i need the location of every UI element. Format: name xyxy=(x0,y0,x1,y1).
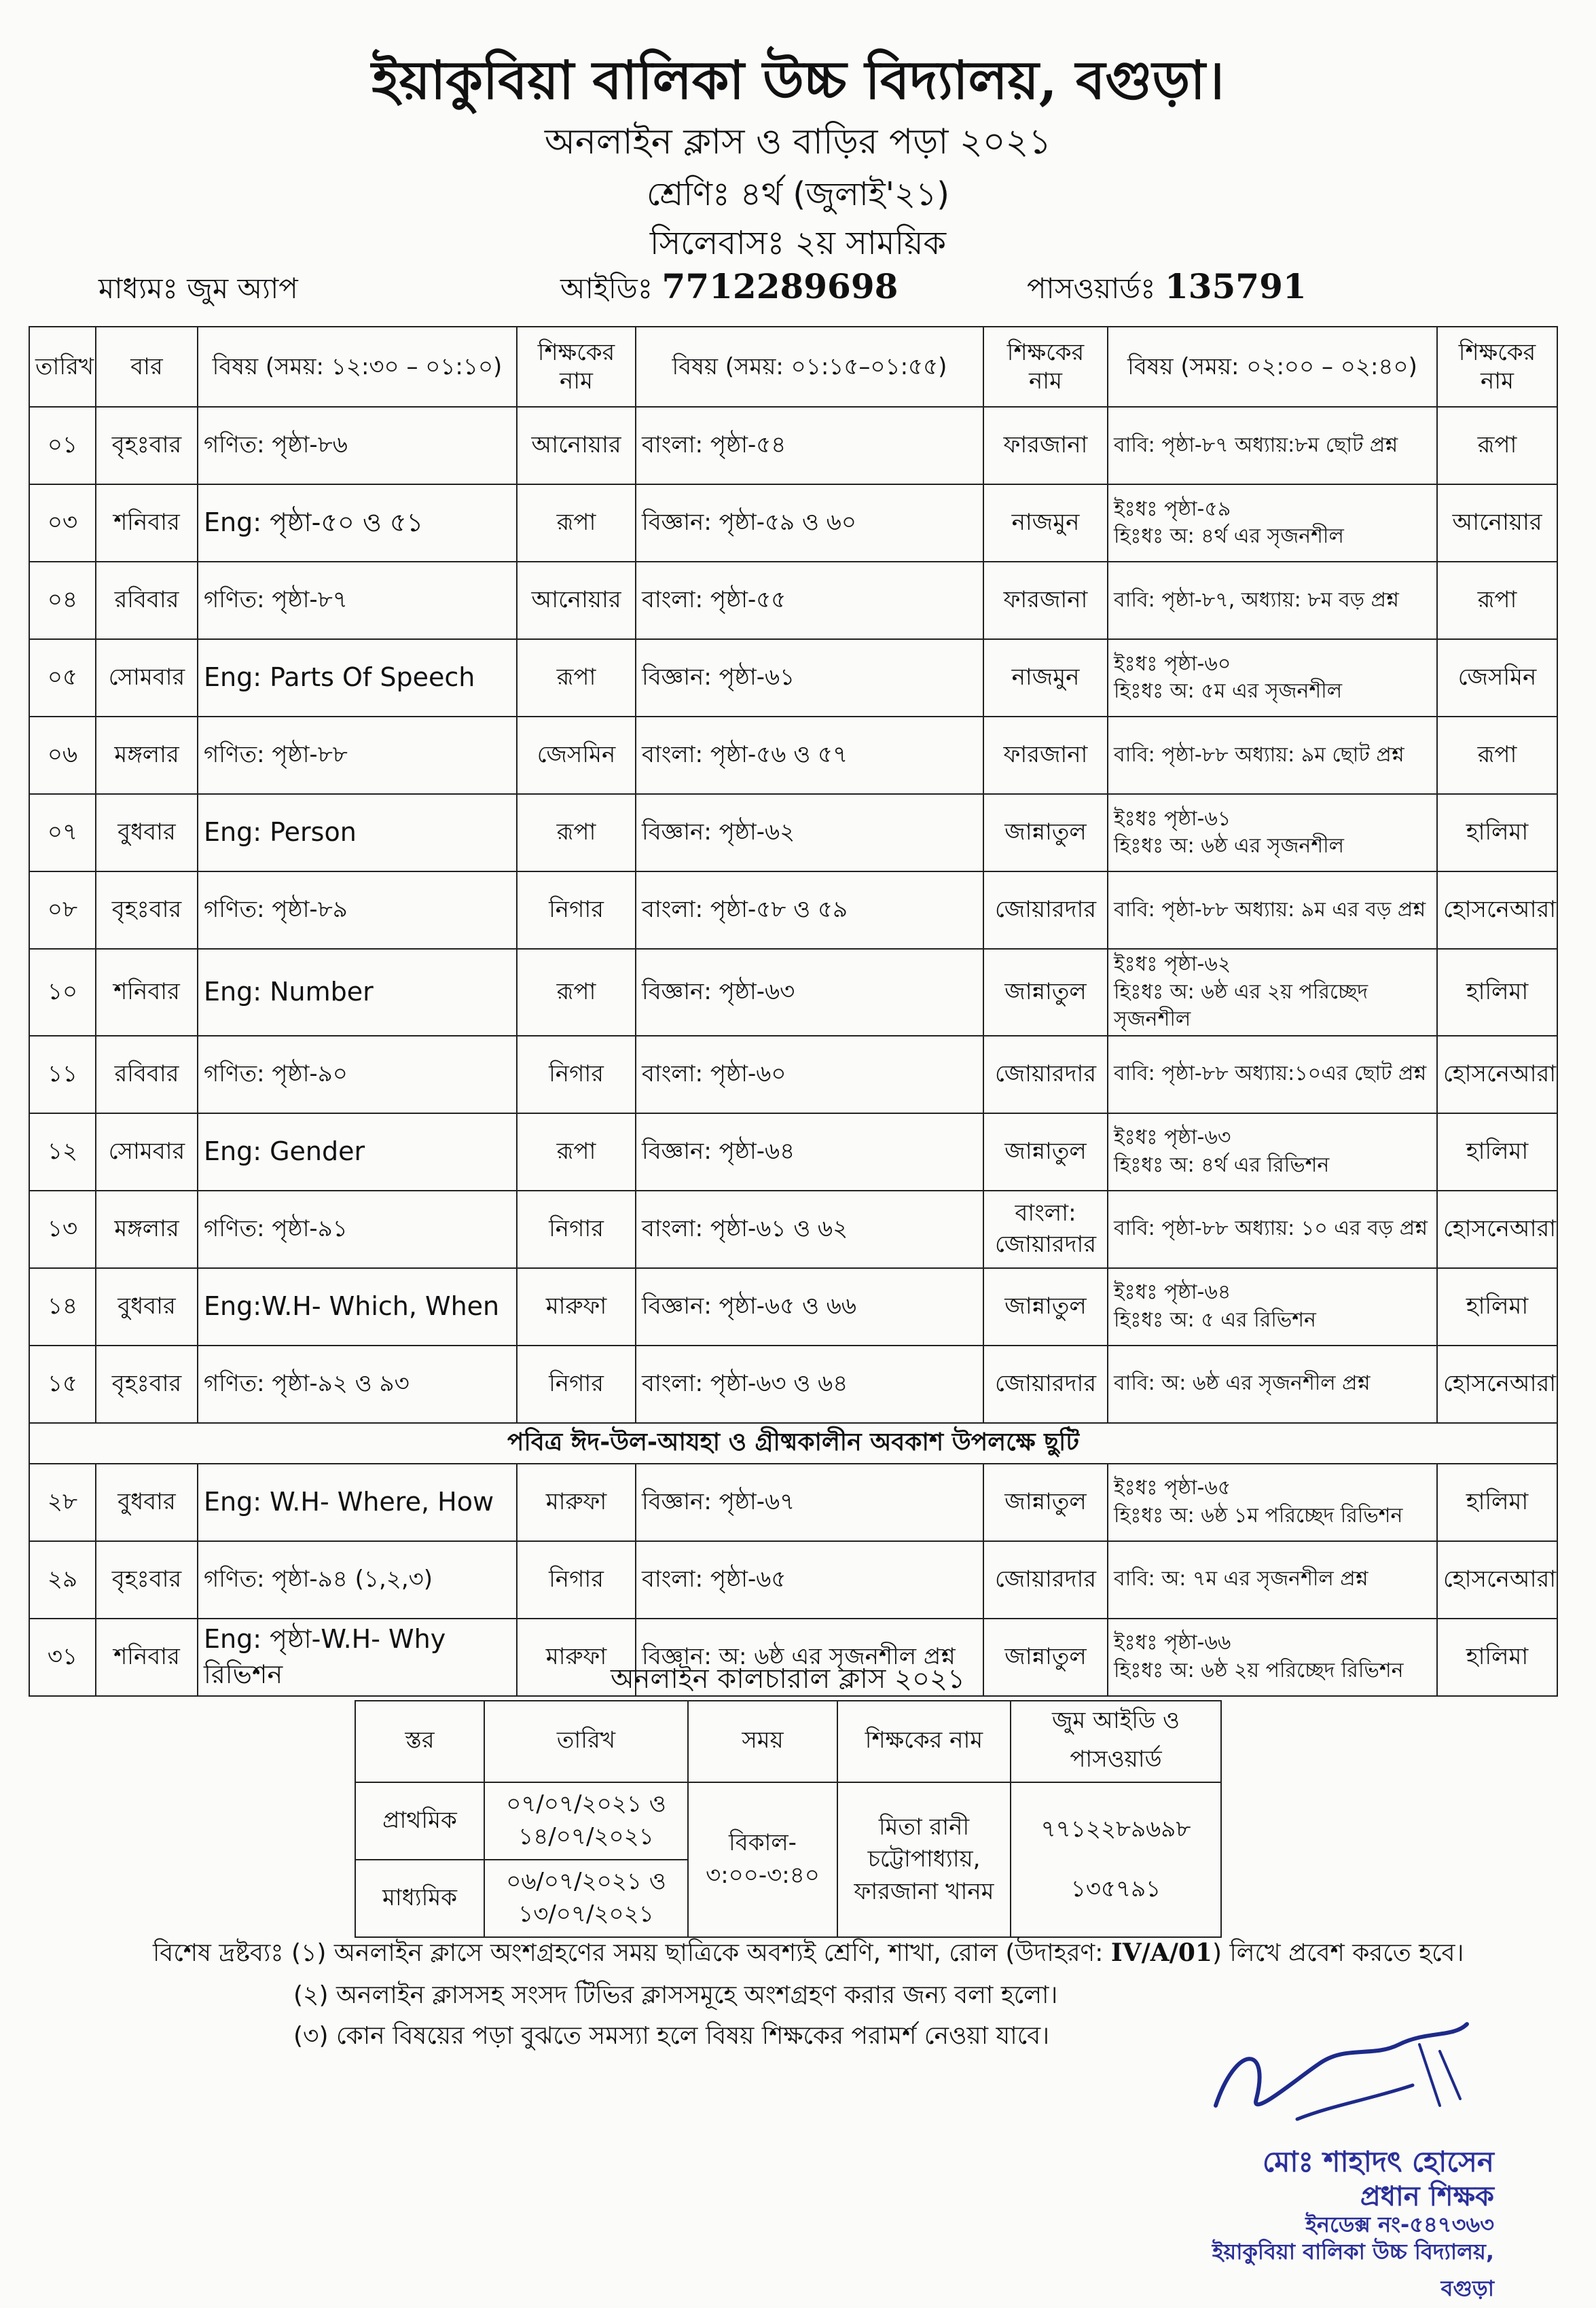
subject-3-line-1: ইঃধঃ পৃষ্ঠা-৬৩ xyxy=(1114,1125,1231,1149)
cell-teacher-3: হালিমা xyxy=(1437,949,1557,1036)
cell-teacher-2: নাজমুন xyxy=(983,484,1108,562)
cultural-teacher: মিতা রানী চট্টোপাধ্যায়, ফারজানা খানম xyxy=(837,1782,1011,1937)
note-3: (৩) কোন বিষয়ের পড়া বুঝতে সমস্যা হলে বিষয় শিক্ষকের পরামর্শ নেওয়া যাবে। xyxy=(293,2022,1050,2050)
handwritten-signature xyxy=(1195,2004,1481,2140)
seal-designation: প্রধান শিক্ষক xyxy=(1360,2181,1494,2212)
subject-3-line-1: ইঃধঃ পৃষ্ঠা-৬১ xyxy=(1114,806,1231,831)
cultural-time: বিকাল- ৩:০০-৩:৪০ xyxy=(688,1782,837,1937)
cell-teacher-3: জেসমিন xyxy=(1437,639,1557,717)
cell-date: ১৫ xyxy=(29,1346,96,1423)
cell-day: রবিবার xyxy=(96,1036,198,1113)
header-date: তারিখ xyxy=(29,327,96,407)
cell-teacher-3: হালিমা xyxy=(1437,1268,1557,1346)
header-subject-1: বিষয় (সময়: ১২:৩০ – ০১:১০) xyxy=(198,327,517,407)
table-row xyxy=(29,1036,1557,1113)
cell-subject-3 xyxy=(1108,639,1437,717)
cell-teacher-3: হোসনেআরা xyxy=(1437,1191,1557,1268)
cell-day: বৃহঃবার xyxy=(96,1541,198,1619)
cell-day: মঙ্গলার xyxy=(96,1191,198,1268)
subject-3-line-2: হিঃধঃ অ: ৫ এর রিভিশন xyxy=(1114,1308,1316,1332)
subject-3-line-1: বাবি: অ: ৬ষ্ঠ এর সৃজনশীল প্রশ্ন xyxy=(1114,1371,1371,1396)
cell-subject-1: Eng: Parts Of Speech xyxy=(198,639,517,717)
cell-day: শনিবার xyxy=(96,484,198,562)
subject-3-line-1: ইঃধঃ পৃষ্ঠা-৬৬ xyxy=(1114,1631,1231,1655)
cell-subject-3 xyxy=(1108,1346,1437,1423)
cell-subject-2: বাংলা: পৃষ্ঠা-৫৫ xyxy=(636,562,983,639)
subject-3-line-2: হিঃধঃ অ: ৬ষ্ঠ ২য় পরিচ্ছেদ রিভিশন xyxy=(1114,1658,1404,1682)
note-2: (২) অনলাইন ক্লাসসহ সংসদ টিভির ক্লাসসমূহে অংশগ্রহণ করার জন্য বলা হলো। xyxy=(293,1981,1058,2009)
table-row xyxy=(29,794,1557,871)
header-teacher-3: শিক্ষকের নাম xyxy=(1437,327,1557,407)
subject-3-line-2: হিঃধঃ অ: ৬ষ্ঠ ১ম পরিচ্ছেদ রিভিশন xyxy=(1114,1503,1403,1528)
medium-label: মাধ্যমঃ জুম অ্যাপ xyxy=(98,272,298,305)
cell-subject-2: বাংলা: পৃষ্ঠা-৬৩ ও ৬৪ xyxy=(636,1346,983,1423)
table-row xyxy=(29,639,1557,717)
class-line: শ্রেণিঃ ৪র্থ (জুলাই'২১) xyxy=(646,175,950,213)
cell-teacher-1: রূপা xyxy=(517,949,636,1036)
cell-teacher-2: জোয়ারদার xyxy=(983,1036,1108,1113)
cell-subject-1: Eng: Gender xyxy=(198,1113,517,1191)
cell-teacher-1: নিগার xyxy=(517,871,636,949)
cell-date: ২৮ xyxy=(29,1464,96,1541)
cell-teacher-3: হালিমা xyxy=(1437,1113,1557,1191)
subject-3-line-2: হিঃধঃ অ: ৬ষ্ঠ এর ২য় পরিচ্ছেদ সৃজনশীল xyxy=(1114,979,1368,1031)
cell-subject-3 xyxy=(1108,1464,1437,1541)
cell-subject-3 xyxy=(1108,1268,1437,1346)
cell-date: ০১ xyxy=(29,407,96,484)
cell-subject-2: বিজ্ঞান: পৃষ্ঠা-৫৯ ও ৬০ xyxy=(636,484,983,562)
cell-teacher-2: জান্নাতুল xyxy=(983,1113,1108,1191)
cell-day: বুধবার xyxy=(96,1464,198,1541)
cell-teacher-1: নিগার xyxy=(517,1036,636,1113)
cell-date: ১১ xyxy=(29,1036,96,1113)
header-subject-2: বিষয় (সময়: ০১:১৫–০১:৫৫) xyxy=(636,327,983,407)
cultural-zoom-password: ১৩৫৭৯১ xyxy=(1070,1875,1161,1903)
cell-day: মঙ্গলার xyxy=(96,717,198,794)
zoom-id: আইডিঃ 7712289698 xyxy=(560,266,899,306)
cell-teacher-3: হালিমা xyxy=(1437,1464,1557,1541)
cell-subject-1: গণিত: পৃষ্ঠা-৯১ xyxy=(198,1191,517,1268)
cell-subject-3 xyxy=(1108,407,1437,484)
cell-date: ০৭ xyxy=(29,794,96,871)
seal-name: মোঃ শাহাদৎ হোসেন xyxy=(1263,2145,1494,2178)
cultural-header-row xyxy=(355,1701,1221,1782)
subject-3-line-1: বাবি: পৃষ্ঠা-৮৮ অধ্যায়:১০এর ছোট প্রশ্ন xyxy=(1114,1062,1427,1086)
cultural-zoom-id: ৭৭১২২৮৯৬৯৮ xyxy=(1040,1816,1191,1843)
subject-3-line-2: হিঃধঃ অ: ৪র্থ এর সৃজনশীল xyxy=(1114,524,1344,548)
subject-3-line-2: হিঃধঃ অ: ৫ম এর সৃজনশীল xyxy=(1114,679,1343,703)
syllabus-line: সিলেবাসঃ ২য় সাময়িক xyxy=(649,224,947,262)
routine-table xyxy=(29,326,1558,1697)
cell-day: শনিবার xyxy=(96,949,198,1036)
table-row xyxy=(29,871,1557,949)
cultural-header-date: তারিখ xyxy=(484,1701,688,1782)
table-row xyxy=(29,1346,1557,1423)
cell-subject-3 xyxy=(1108,562,1437,639)
cultural-header-time: সময় xyxy=(688,1701,837,1782)
cell-subject-1: Eng: Person xyxy=(198,794,517,871)
cell-date: ০৬ xyxy=(29,717,96,794)
cell-subject-3 xyxy=(1108,794,1437,871)
cultural-header-teacher: শিক্ষকের নাম xyxy=(837,1701,1011,1782)
table-row xyxy=(29,407,1557,484)
subject-3-line-1: বাবি: পৃষ্ঠা-৮৮ অধ্যায়: ১০ এর বড় প্রশ্ন xyxy=(1114,1216,1428,1241)
cell-date: ১৪ xyxy=(29,1268,96,1346)
header-subject-3: বিষয় (সময়: ০২:০০ – ০২:৪০) xyxy=(1108,327,1437,407)
cultural-level-secondary: মাধ্যমিক xyxy=(355,1860,484,1937)
cell-teacher-2: জান্নাতুল xyxy=(983,1619,1108,1696)
cell-subject-2: বিজ্ঞান: পৃষ্ঠা-৬১ xyxy=(636,639,983,717)
cell-subject-2: বাংলা: পৃষ্ঠা-৬১ ও ৬২ xyxy=(636,1191,983,1268)
cell-subject-1: গণিত: পৃষ্ঠা-৯৪ (১,২,৩) xyxy=(198,1541,517,1619)
cell-teacher-2: জোয়ারদার xyxy=(983,1346,1108,1423)
cultural-date-primary: ০৭/০৭/২০২১ ও ১৪/০৭/২০২১ xyxy=(484,1782,688,1860)
cell-subject-3 xyxy=(1108,949,1437,1036)
cell-subject-2: বিজ্ঞান: পৃষ্ঠা-৬৩ xyxy=(636,949,983,1036)
subject-3-line-1: ইঃধঃ পৃষ্ঠা-৬৫ xyxy=(1114,1476,1231,1500)
cell-day: বৃহঃবার xyxy=(96,871,198,949)
cell-subject-1: গণিত: পৃষ্ঠা-৮৯ xyxy=(198,871,517,949)
subject-3-line-1: বাবি: পৃষ্ঠা-৮৭ অধ্যায়:৮ম ছোট প্রশ্ন xyxy=(1114,433,1398,457)
routine-header-row xyxy=(29,327,1557,407)
cell-teacher-3: হালিমা xyxy=(1437,794,1557,871)
cell-subject-2: বিজ্ঞান: পৃষ্ঠা-৬৭ xyxy=(636,1464,983,1541)
table-row xyxy=(29,1113,1557,1191)
cell-teacher-1: মারুফা xyxy=(517,1464,636,1541)
cell-subject-2: বিজ্ঞান: পৃষ্ঠা-৬২ xyxy=(636,794,983,871)
cell-teacher-2: জোয়ারদার xyxy=(983,871,1108,949)
subject-3-line-1: ইঃধঃ পৃষ্ঠা-৬০ xyxy=(1114,651,1231,676)
cell-teacher-2: জান্নাতুল xyxy=(983,1268,1108,1346)
cell-teacher-3: রূপা xyxy=(1437,717,1557,794)
cell-teacher-3: হোসনেআরা xyxy=(1437,871,1557,949)
cell-day: বুধবার xyxy=(96,1268,198,1346)
cell-teacher-2: জোয়ারদার xyxy=(983,1541,1108,1619)
cell-date: ১২ xyxy=(29,1113,96,1191)
cell-day: সোমবার xyxy=(96,1113,198,1191)
cell-day: বুধবার xyxy=(96,794,198,871)
cell-teacher-2: নাজমুন xyxy=(983,639,1108,717)
cell-subject-1: Eng:W.H- Which, When xyxy=(198,1268,517,1346)
cell-teacher-1: নিগার xyxy=(517,1541,636,1619)
cell-teacher-3: রূপা xyxy=(1437,407,1557,484)
cell-teacher-1: আনোয়ার xyxy=(517,562,636,639)
cell-subject-1: Eng: পৃষ্ঠা-W.H- Why রিভিশন xyxy=(198,1619,517,1696)
cell-teacher-2: জান্নাতুল xyxy=(983,949,1108,1036)
cell-teacher-3: হালিমা xyxy=(1437,1619,1557,1696)
note-1: বিশেষ দ্রষ্টব্যঃ (১) অনলাইন ক্লাসে অংশগ্রহণের সময় ছাত্রিকে অবশ্যই শ্রেণি, শাখা, রোল (উদাহরণ: IV/A/01) লিখে প্রবেশ করতে হবে। xyxy=(153,1939,1464,1967)
subject-3-line-1: বাবি: পৃষ্ঠা-৮৭, অধ্যায়: ৮ম বড় প্রশ্ন xyxy=(1114,588,1399,612)
cell-day: বৃহঃবার xyxy=(96,407,198,484)
cell-teacher-1: আনোয়ার xyxy=(517,407,636,484)
cell-subject-1: Eng: Number xyxy=(198,949,517,1036)
subject-3-line-1: ইঃধঃ পৃষ্ঠা-৬২ xyxy=(1114,952,1231,976)
cell-teacher-1: মারুফা xyxy=(517,1619,636,1696)
cell-subject-3 xyxy=(1108,1036,1437,1113)
subject-3-line-1: ইঃধঃ পৃষ্ঠা-৬৪ xyxy=(1114,1280,1231,1304)
cultural-date-secondary: ০৬/০৭/২০২১ ও ১৩/০৭/২০২১ xyxy=(484,1860,688,1937)
subject-3-line-1: বাবি: পৃষ্ঠা-৮৮ অধ্যায়: ৯ম এর বড় প্রশ্ন xyxy=(1114,897,1426,922)
cell-subject-2: বিজ্ঞান: অ: ৬ষ্ঠ এর সৃজনশীল প্রশ্ন xyxy=(636,1619,983,1696)
cell-subject-3 xyxy=(1108,717,1437,794)
cell-date: ১৩ xyxy=(29,1191,96,1268)
cell-teacher-1: রূপা xyxy=(517,484,636,562)
cell-subject-1: গণিত: পৃষ্ঠা-৯২ ও ৯৩ xyxy=(198,1346,517,1423)
cell-subject-3 xyxy=(1108,1113,1437,1191)
cell-subject-1: Eng: পৃষ্ঠা-৫০ ও ৫১ xyxy=(198,484,517,562)
cell-teacher-3: হোসনেআরা xyxy=(1437,1036,1557,1113)
header-teacher-1: শিক্ষকের নাম xyxy=(517,327,636,407)
subject-3-line-2: হিঃধঃ অ: ৬ষ্ঠ এর সৃজনশীল xyxy=(1114,834,1345,858)
cell-teacher-3: রূপা xyxy=(1437,562,1557,639)
table-row xyxy=(29,484,1557,562)
cell-subject-1: গণিত: পৃষ্ঠা-৮৬ xyxy=(198,407,517,484)
cell-subject-3 xyxy=(1108,871,1437,949)
cell-subject-2: বাংলা: পৃষ্ঠা-৫৮ ও ৫৯ xyxy=(636,871,983,949)
cell-subject-3 xyxy=(1108,484,1437,562)
cell-day: শনিবার xyxy=(96,1619,198,1696)
cell-date: ০৫ xyxy=(29,639,96,717)
cell-teacher-2: ফারজানা xyxy=(983,717,1108,794)
cultural-zoom xyxy=(1011,1782,1221,1937)
table-row xyxy=(29,562,1557,639)
cell-teacher-1: নিগার xyxy=(517,1191,636,1268)
cell-subject-3 xyxy=(1108,1191,1437,1268)
cell-teacher-3: আনোয়ার xyxy=(1437,484,1557,562)
cell-subject-2: বাংলা: পৃষ্ঠা-৬৫ xyxy=(636,1541,983,1619)
seal-index: ইনডেক্স নং-৫৪৭৩৬৩ xyxy=(1305,2212,1494,2237)
seal-school: ইয়াকুবিয়া বালিকা উচ্চ বিদ্যালয়, বগুড়া xyxy=(1212,2239,1494,2301)
cell-subject-2: বিজ্ঞান: পৃষ্ঠা-৬৫ ও ৬৬ xyxy=(636,1268,983,1346)
routine-body xyxy=(29,407,1557,1696)
subject-3-line-1: বাবি: অ: ৭ম এর সৃজনশীল প্রশ্ন xyxy=(1114,1567,1368,1591)
holiday-row xyxy=(29,1423,1557,1464)
cell-date: ১০ xyxy=(29,949,96,1036)
cell-teacher-2: ফারজানা xyxy=(983,562,1108,639)
cell-subject-2: বাংলা: পৃষ্ঠা-৬০ xyxy=(636,1036,983,1113)
header-teacher-2: শিক্ষকের নাম xyxy=(983,327,1108,407)
cell-teacher-2: জান্নাতুল xyxy=(983,1464,1108,1541)
subject-3-line-1: বাবি: পৃষ্ঠা-৮৮ অধ্যায়: ৯ম ছোট প্রশ্ন xyxy=(1114,742,1404,767)
cultural-class-table xyxy=(355,1700,1222,1938)
cell-teacher-1: মারুফা xyxy=(517,1268,636,1346)
cell-teacher-3: হোসনেআরা xyxy=(1437,1346,1557,1423)
cell-teacher-2: বাংলা: জোয়ারদার xyxy=(983,1191,1108,1268)
cell-subject-1: গণিত: পৃষ্ঠা-৮৮ xyxy=(198,717,517,794)
cell-teacher-2: ফারজানা xyxy=(983,407,1108,484)
cell-day: রবিবার xyxy=(96,562,198,639)
table-row xyxy=(29,1541,1557,1619)
headmaster-signature-seal xyxy=(1155,1997,1535,2301)
table-row xyxy=(29,1268,1557,1346)
cell-teacher-1: নিগার xyxy=(517,1346,636,1423)
cell-subject-1: Eng: W.H- Where, How xyxy=(198,1464,517,1541)
zoom-password: পাসওয়ার্ডঃ 135791 xyxy=(1027,266,1307,306)
cultural-header-zoom: জুম আইডি ও পাসওয়ার্ড xyxy=(1011,1701,1221,1782)
cell-subject-2: বিজ্ঞান: পৃষ্ঠা-৬৪ xyxy=(636,1113,983,1191)
cell-date: ০৩ xyxy=(29,484,96,562)
school-name: ইয়াকুবিয়া বালিকা উচ্চ বিদ্যালয়, বগুড়া। xyxy=(371,50,1225,111)
cell-date: ০৮ xyxy=(29,871,96,949)
table-row xyxy=(29,717,1557,794)
document-subtitle: অনলাইন ক্লাস ও বাড়ির পড়া ২০২১ xyxy=(544,122,1052,162)
cell-subject-2: বাংলা: পৃষ্ঠা-৫৬ ও ৫৭ xyxy=(636,717,983,794)
cell-date: ৩১ xyxy=(29,1619,96,1696)
cell-date: ২৯ xyxy=(29,1541,96,1619)
cell-teacher-1: রূপা xyxy=(517,639,636,717)
cell-subject-3 xyxy=(1108,1541,1437,1619)
cell-teacher-1: রূপা xyxy=(517,1113,636,1191)
cell-teacher-1: জেসমিন xyxy=(517,717,636,794)
cell-teacher-1: রূপা xyxy=(517,794,636,871)
table-row xyxy=(29,949,1557,1036)
cell-subject-1: গণিত: পৃষ্ঠা-৮৭ xyxy=(198,562,517,639)
cultural-level-primary: প্রাথমিক xyxy=(355,1782,484,1860)
cultural-row-primary xyxy=(355,1782,1221,1860)
cell-date: ০৪ xyxy=(29,562,96,639)
cell-subject-1: গণিত: পৃষ্ঠা-৯০ xyxy=(198,1036,517,1113)
cell-day: বৃহঃবার xyxy=(96,1346,198,1423)
subject-3-line-1: ইঃধঃ পৃষ্ঠা-৫৯ xyxy=(1114,497,1231,521)
cultural-class-title: অনলাইন কালচারাল ক্লাস ২০২১ xyxy=(610,1663,966,1695)
cell-teacher-3: হোসনেআরা xyxy=(1437,1541,1557,1619)
subject-3-line-2: হিঃধঃ অ: ৪র্থ এর রিভিশন xyxy=(1114,1153,1330,1177)
cultural-header-level: স্তর xyxy=(355,1701,484,1782)
header-day: বার xyxy=(96,327,198,407)
cell-subject-2: বাংলা: পৃষ্ঠা-৫৪ xyxy=(636,407,983,484)
cell-teacher-2: জান্নাতুল xyxy=(983,794,1108,871)
table-row xyxy=(29,1464,1557,1541)
table-row xyxy=(29,1191,1557,1268)
holiday-text: পবিত্র ঈদ-উল-আযহা ও গ্রীষ্মকালীন অবকাশ উপলক্ষে ছুটি xyxy=(29,1423,1557,1464)
cell-day: সোমবার xyxy=(96,639,198,717)
